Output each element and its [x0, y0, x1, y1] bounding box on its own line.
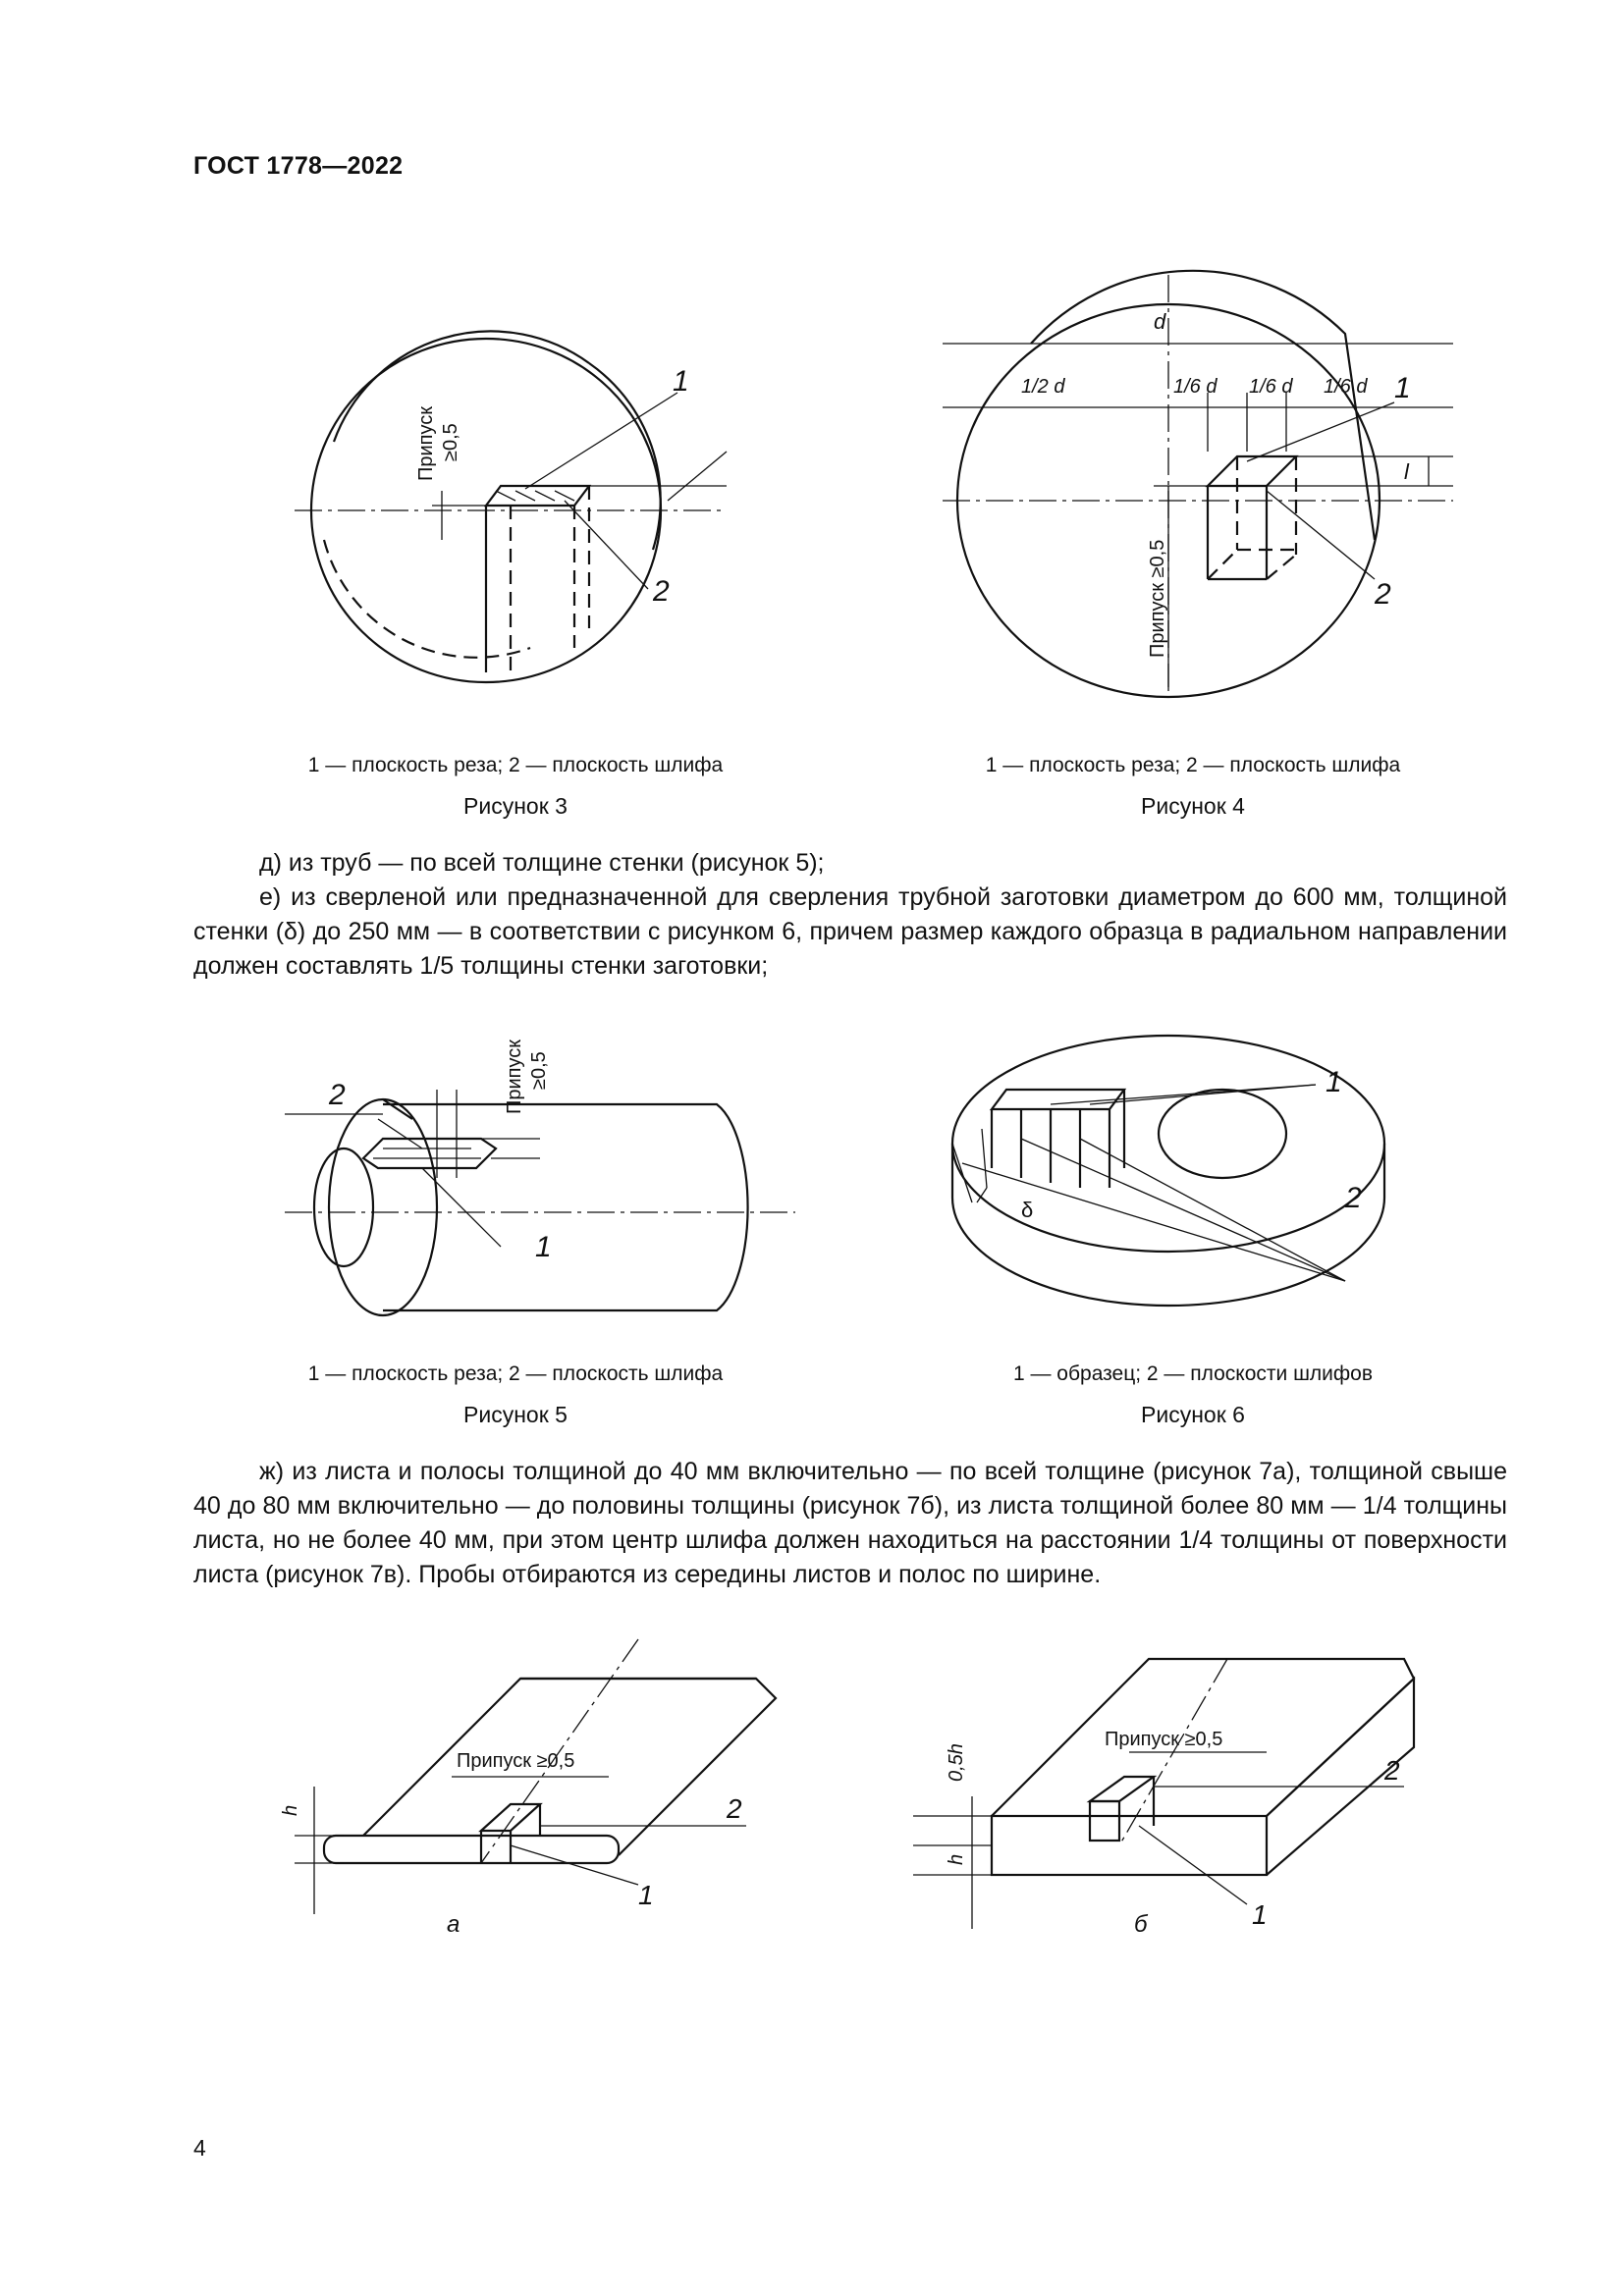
fig4-label-sixth-b: 1/6 d [1249, 376, 1293, 398]
fig7b-sublabel: б [1134, 1911, 1148, 1938]
fig5-allowance-1: Припуск [504, 1039, 525, 1114]
fig4-label-2: 2 [1375, 578, 1391, 611]
fig7a-sublabel: а [447, 1911, 460, 1938]
fig7b-allowance: Припуск ≥0,5 [1105, 1729, 1223, 1750]
fig4-label-l: l [1404, 459, 1409, 484]
figure-4-legend: 1 — плоскость реза; 2 — плоскость шлифа [985, 754, 1401, 776]
figure-6 [943, 1021, 1394, 1325]
fig7a-label-1: 1 [638, 1880, 654, 1910]
figure-6-caption: Рисунок 6 [1141, 1402, 1245, 1427]
fig5-label-2: 2 [329, 1079, 346, 1111]
fig4-label-half-d: 1/2 d [1021, 376, 1065, 398]
fig4-label-sixth-a: 1/6 d [1173, 376, 1218, 398]
fig7a-label-2: 2 [727, 1793, 742, 1824]
fig3-allowance-1: Припуск [415, 405, 437, 481]
fig5-allowance-2: ≥0,5 [528, 1051, 550, 1090]
figure-3 [295, 324, 727, 687]
figure-6-legend: 1 — образец; 2 — плоскости шлифов [1012, 1362, 1374, 1385]
fig6-label-2: 2 [1345, 1182, 1362, 1214]
fig7a-allowance: Припуск ≥0,5 [457, 1750, 575, 1772]
figure-5 [285, 1011, 795, 1325]
fig7b-label-1: 1 [1252, 1899, 1268, 1930]
fig3-allowance-2: ≥0,5 [440, 423, 461, 461]
figure-4 [943, 265, 1453, 697]
paragraph-zh: ж) из листа и полосы толщиной до 40 мм включительно — по всей толщине (рисунок 7а), толщиной свыше 40 до 80 мм включительно — до половины толщины (рисунок 7б), из листа толщиной более 80 мм — 1/4 толщины листа, но не более 40 мм, при этом центр шлифа должен находиться на расстоянии 1/4 толщины от поверхности листа (рисунок 7в). Пробы отбираются из середины листов и полос по ширине. [193, 1458, 1507, 1588]
fig7a-label-h: h [280, 1804, 301, 1816]
figure-3-legend: 1 — плоскость реза; 2 — плоскость шлифа [307, 754, 724, 776]
fig5-label-1: 1 [535, 1231, 552, 1263]
figure-3-caption: Рисунок 3 [463, 793, 568, 819]
figure-7b [893, 1639, 1424, 1938]
fig3-label-1: 1 [673, 365, 689, 398]
fig4-label-1: 1 [1394, 372, 1411, 404]
fig3-label-2: 2 [653, 575, 670, 608]
fig6-label-delta: δ [1021, 1198, 1034, 1222]
figure-4-caption: Рисунок 4 [1141, 793, 1245, 819]
fig4-allowance: Припуск ≥0,5 [1147, 539, 1168, 658]
page-number: 4 [193, 2135, 206, 2161]
fig6-label-1: 1 [1326, 1066, 1342, 1098]
fig4-label-sixth-c: 1/6 d [1324, 376, 1368, 398]
fig7b-label-h: h [946, 1853, 967, 1865]
figure-5-legend: 1 — плоскость реза; 2 — плоскость шлифа [307, 1362, 724, 1385]
document-header: ГОСТ 1778—2022 [193, 152, 404, 180]
fig7b-label-2: 2 [1384, 1755, 1400, 1786]
paragraph-e: е) из сверленой или предназначенной для сверления трубной заготовки диаметром до 600 мм, толщиной стенки (δ) до 250 мм — в соответствии с рисунком 6, причем размер каждого образца в радиальном направлении должен составлять 1/5 толщины стенки заготовки; [193, 883, 1507, 980]
figure-7a [280, 1639, 785, 1938]
fig4-label-d: d [1154, 309, 1166, 334]
fig7b-label-half-h: 0,5h [946, 1743, 967, 1782]
figure-5-caption: Рисунок 5 [463, 1402, 568, 1427]
paragraph-d: д) из труб — по всей толщине стенки (рисунок 5); [259, 849, 825, 877]
